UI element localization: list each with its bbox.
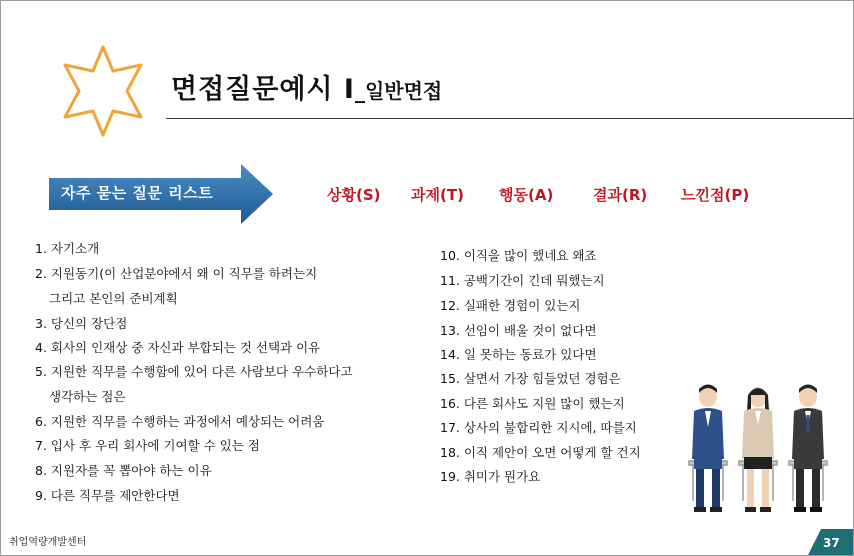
list-item: 8. 지원자를 꼭 뽑아야 하는 이유 (35, 463, 212, 478)
star-label-personal: 느낀점(P) (681, 186, 750, 204)
list-item: 17. 상사의 불합리한 지시에, 따를지 (440, 420, 637, 435)
star-label-action: 행동(A) (499, 186, 554, 204)
list-item: 18. 이직 제안이 오면 어떻게 할 건지 (440, 445, 641, 460)
title-divider (166, 118, 854, 119)
list-item: 14. 일 못하는 동료가 있다면 (440, 347, 597, 362)
list-item: 3. 당신의 장단점 (35, 316, 128, 331)
page-title-main: 면접질문예시 I (171, 74, 355, 105)
star-label-result: 결과(R) (593, 186, 648, 204)
list-item: 11. 공백기간이 긴데 뭐했는지 (440, 273, 605, 288)
list-item: 16. 다른 회사도 지원 많이 했는지 (440, 396, 625, 411)
interview-candidates-illustration (681, 381, 837, 527)
list-item: 4. 회사의 인재상 중 자신과 부합되는 것 선택과 이유 (35, 340, 321, 355)
list-item: 19. 취미가 뭔가요 (440, 469, 541, 484)
list-item: 10. 이직을 많이 했네요 왜죠 (440, 248, 597, 263)
page-title (171, 67, 442, 106)
list-item: 12. 실패한 경험이 있는지 (440, 298, 581, 313)
page-title-sub: _일반면접 (354, 79, 443, 103)
list-item: 6. 지원한 직무를 수행하는 과정에서 예상되는 어려움 (35, 414, 325, 429)
list-item: 5. 지원한 직무를 수행함에 있어 다른 사람보다 우수하다고 (35, 364, 353, 379)
list-item: 그리고 본인의 준비계획 (49, 291, 178, 306)
list-item: 2. 지원동기(이 산업분야에서 왜 이 직무를 하려는지 (35, 266, 318, 281)
list-item: 7. 입사 후 우리 회사에 기여할 수 있는 점 (35, 438, 260, 453)
star-label-situation: 상황(S) (327, 186, 381, 204)
list-item: 13. 선임이 배울 것이 없다면 (440, 323, 597, 338)
star-label-task: 과제(T) (411, 186, 464, 204)
star-icon (55, 43, 151, 139)
footer-organization: 취업역량개발센터 (9, 537, 87, 548)
list-item: 9. 다른 직무를 제안한다면 (35, 488, 180, 503)
page-number: 37 (823, 536, 840, 550)
list-item: 1. 자기소개 (35, 241, 100, 256)
list-item: 15. 살면서 가장 힘들었던 경험은 (440, 371, 621, 386)
list-item: 생각하는 점은 (49, 389, 126, 404)
frequent-questions-label: 자주 묻는 질문 리스트 (61, 184, 214, 202)
